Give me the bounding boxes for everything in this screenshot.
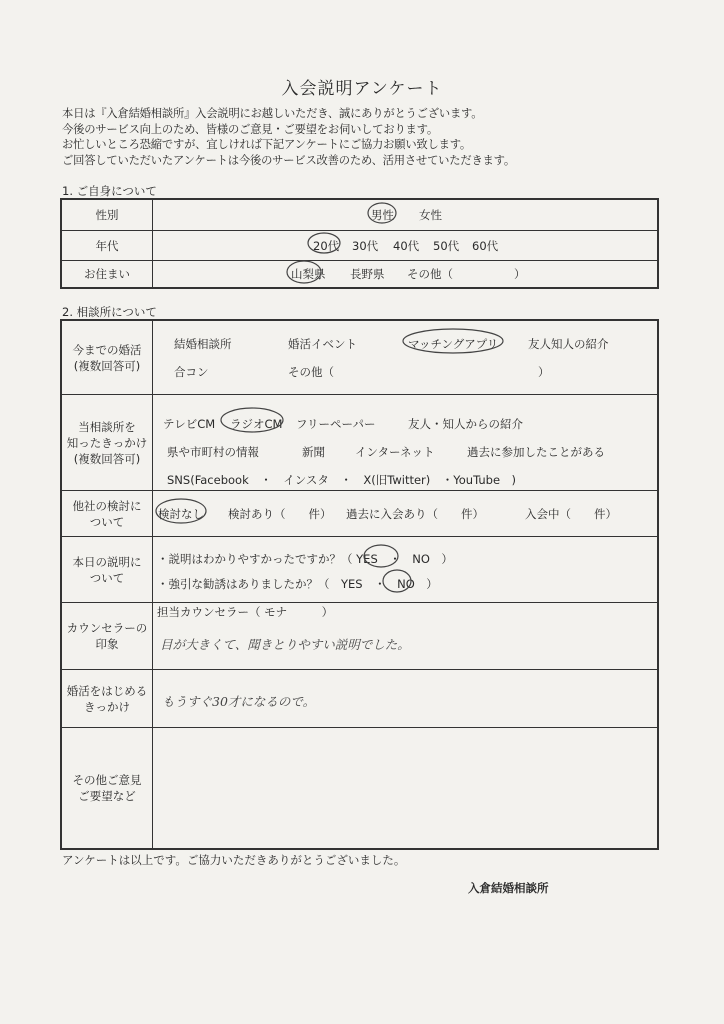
option-tv-cm[interactable]: テレビCM <box>163 417 216 431</box>
section2-table <box>60 319 659 850</box>
option-free-paper[interactable]: フリーペーパー <box>296 417 376 431</box>
option-no-consideration[interactable]: 検討なし <box>158 507 204 521</box>
counselor-label: カウンセラーの 印象 <box>62 603 153 669</box>
option-radio-cm[interactable]: ラジオCM <box>230 417 283 431</box>
past-activities-row <box>62 321 657 395</box>
residence-option-nagano[interactable]: 長野県 <box>350 267 385 281</box>
footer-thanks: アンケートは以上です。ご協力いただきありがとうございました。 <box>62 853 406 867</box>
option-past-member[interactable]: 過去に入会あり（ 件） <box>346 507 484 521</box>
option-other[interactable]: その他（ <box>288 365 334 379</box>
age-row <box>62 231 657 261</box>
intro-line: ご回答していただいたアンケートは今後のサービス改善のため、活用させていただきます。 <box>62 153 515 167</box>
gender-label: 性別 <box>62 200 153 230</box>
option-sns[interactable]: SNS(Facebook ・ インスタ ・ X(旧Twitter) ・YouTube ) <box>167 473 517 487</box>
residence-row <box>62 261 657 287</box>
trigger-label: 婚活をはじめる きっかけ <box>62 670 153 727</box>
organization-name: 入倉結婚相談所 <box>468 881 549 895</box>
intro-line: 今後のサービス向上のため、皆様のご意見・ご要望をお伺いしております。 <box>62 122 438 136</box>
counselor-impression-handwriting: 目が大きくて、聞きとりやすい説明でした。 <box>160 637 410 652</box>
question-pushy-sales[interactable]: ・強引な勧誘はありましたか？（ YES ・ NO ） <box>157 577 438 591</box>
gender-option-male[interactable]: 男性 <box>371 208 394 222</box>
question-clear-explanation[interactable]: ・説明はわかりやすかったですか？（ YES ・ NO ） <box>157 552 453 566</box>
option-marriage-agency[interactable]: 結婚相談所 <box>174 337 232 351</box>
option-past-participation[interactable]: 過去に参加したことがある <box>467 445 605 459</box>
intro-line: 本日は『入倉結婚相談所』入会説明にお越しいただき、誠にありがとうございます。 <box>62 107 483 120</box>
option-internet[interactable]: インターネット <box>355 445 435 459</box>
residence-label: お住まい <box>62 261 153 287</box>
option-friend[interactable]: 友人・知人からの紹介 <box>408 417 523 431</box>
other-requests-answer-area[interactable] <box>154 728 657 848</box>
age-option-20s[interactable]: 20代 <box>313 239 340 253</box>
page-title: 入会説明アンケート <box>281 79 443 99</box>
age-option-60s[interactable]: 60代 <box>472 239 499 253</box>
residence-option-yamanashi[interactable]: 山梨県 <box>291 267 326 281</box>
option-friend-intro[interactable]: 友人知人の紹介 <box>528 337 609 351</box>
todays-explanation-row <box>62 537 657 603</box>
option-local-gov[interactable]: 県や市町村の情報 <box>167 445 259 459</box>
age-label: 年代 <box>62 231 153 260</box>
how-known-row <box>62 395 657 491</box>
gender-option-female[interactable]: 女性 <box>419 208 442 222</box>
todays-explanation-label: 本日の説明に ついて <box>62 537 153 602</box>
other-requests-label: その他ご意見 ご要望など <box>62 728 153 848</box>
section1-heading: 1. ご自身について <box>62 184 157 198</box>
option-considering[interactable]: 検討あり（ 件） <box>228 507 332 521</box>
counselor-name-line[interactable]: 担当カウンセラー（ モナ ） <box>157 605 334 619</box>
option-other-close: ） <box>538 365 550 379</box>
option-matching-app[interactable]: マッチングアプリ <box>408 337 499 351</box>
other-agencies-row <box>62 491 657 537</box>
age-option-30s[interactable]: 30代 <box>352 239 379 253</box>
residence-other-close: ） <box>514 267 526 281</box>
intro-text <box>62 106 515 168</box>
other-agencies-label: 他社の検討に ついて <box>62 491 153 536</box>
section1-table <box>60 198 659 289</box>
age-option-50s[interactable]: 50代 <box>433 239 460 253</box>
option-newspaper[interactable]: 新聞 <box>302 445 325 459</box>
trigger-row <box>62 670 657 728</box>
option-goukon[interactable]: 合コン <box>174 365 209 379</box>
option-event[interactable]: 婚活イベント <box>288 337 357 351</box>
gender-row <box>62 200 657 231</box>
age-option-40s[interactable]: 40代 <box>393 239 420 253</box>
section2-heading: 2. 相談所について <box>62 305 157 319</box>
option-currently-member[interactable]: 入会中（ 件） <box>525 507 617 521</box>
trigger-handwriting: もうすぐ30才になるので。 <box>162 694 316 709</box>
other-requests-row <box>62 728 657 848</box>
how-known-label: 当相談所を 知ったきっかけ (複数回答可) <box>62 395 153 490</box>
residence-option-other[interactable]: その他（ <box>407 267 453 281</box>
intro-line: お忙しいところ恐縮ですが、宜しければ下記アンケートにご協力お願い致します。 <box>62 138 472 152</box>
past-activities-label: 今までの婚活 (複数回答可) <box>62 321 153 394</box>
counselor-row <box>62 603 657 670</box>
